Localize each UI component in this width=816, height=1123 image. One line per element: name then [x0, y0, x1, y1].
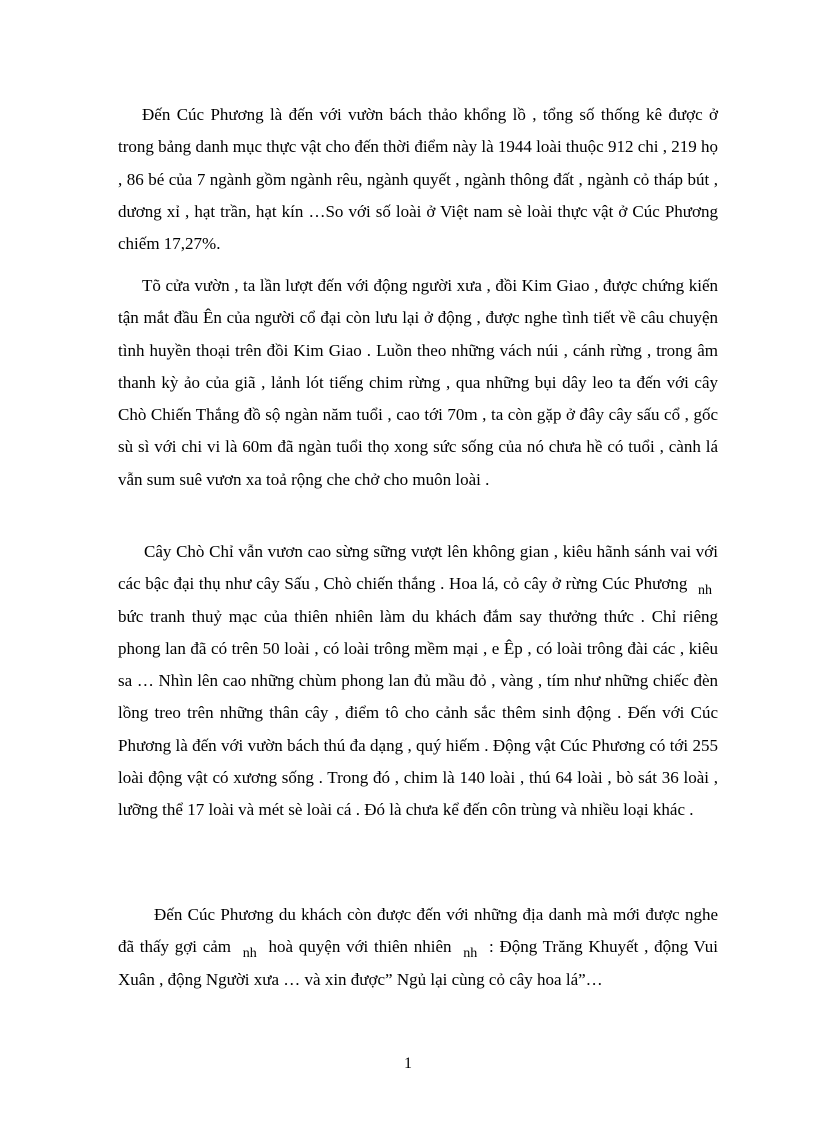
- subscript-fragment: nh: [242, 946, 257, 962]
- subscript-fragment: nh: [698, 583, 712, 599]
- paragraph-1: Đến Cúc Phương là đến với vườn bách thảo khổng lồ , tổng số thống kê được ở trong bảng danh mục thực vật cho đến thời điểm này là 1944 loài thuộc 912 chi , 219 họ , 86 bé của 7 ngành gồm ngành rêu, ngành quyết , ngành thông đất , ngành cỏ tháp bút , dương xỉ , hạt trần, hạt kín …So với số loài ở Việt nam sè loài thực vật ở Cúc Phương chiếm 17,27%.: [118, 105, 718, 254]
- paragraph-4-text-1: Đến Cúc Phương du khách còn được đến với những địa danh mà mới được nghe đã thấy gợi cảm: [118, 905, 718, 957]
- paragraph-4-text-2: hoà quyện với thiên nhiên: [268, 937, 452, 957]
- paragraph-4: [118, 899, 718, 996]
- paragraph-3-text-1: Cây Chò Chỉ vẫn vươn cao sừng sững vượt lên không gian , kiêu hãnh sánh vai với các bậc đại thụ như cây Sấu , Chò chiến thắng . Hoa lá, cỏ cây ở rừng Cúc Phương: [118, 542, 718, 594]
- paragraph-2: Tõ cửa vườn , ta lần lượt đến với động người xưa , đồi Kim Giao , được chứng kiến tận mắt đầu Ên của người cổ đại còn lưu lại ở động , được nghe tình tiết về câu chuyện tình huyền thoại trên đồi Kim Giao . Luồn theo những vách núi , cánh rừng , trong âm thanh kỳ ảo của giã , lảnh lót tiếng chim rừng , qua những bụi dây leo ta đến với cây Chò Chiến Thắng đồ sộ ngàn năm tuổi , cao tới 70m , ta còn gặp ở đây cây sấu cổ , gốc sù sì với chi vi là 60m đã ngàn tuổi thọ xong sức sống của nó chưa hề có tuổi , cành lá vẫn sum suê vươn xa toả rộng che chở cho muôn loài .: [118, 276, 718, 489]
- page-number: 1: [404, 1055, 412, 1072]
- paragraph-3: [118, 536, 718, 827]
- paragraph-4-text-3: : Động Trăng Khuyết , động Vui Xuân , động Người xưa … và xin được” Ngủ lại cùng cỏ cây hoa lá”…: [118, 937, 719, 989]
- subscript-fragment: nh: [463, 946, 478, 962]
- paragraph-3-text-2: bức tranh thuỷ mạc của thiên nhiên làm du khách đắm say thưởng thức . Chỉ riêng phong lan đã có trên 50 loài , có loài trông mềm mại , e Êp , có loài trông đài các , kiêu sa … Nhìn lên cao những chùm phong lan đủ mầu đỏ , vàng , tím như những chiếc đèn lồng treo trên những thân cây , điểm tô cho cảnh sắc thêm sinh động . Đến với Cúc Phương là đến với vườn bách thú đa dạng , quý hiếm . Động vật Cúc Phương có tới 255 loài động vật có xương sống . Trong đó , chim là 140 loài , thú 64 loài , bò sát 36 loài , lưỡng thể 17 loài và mét sè loài cá . Đó là chưa kể đến côn trùng và nhiều loại khác .: [118, 606, 718, 820]
